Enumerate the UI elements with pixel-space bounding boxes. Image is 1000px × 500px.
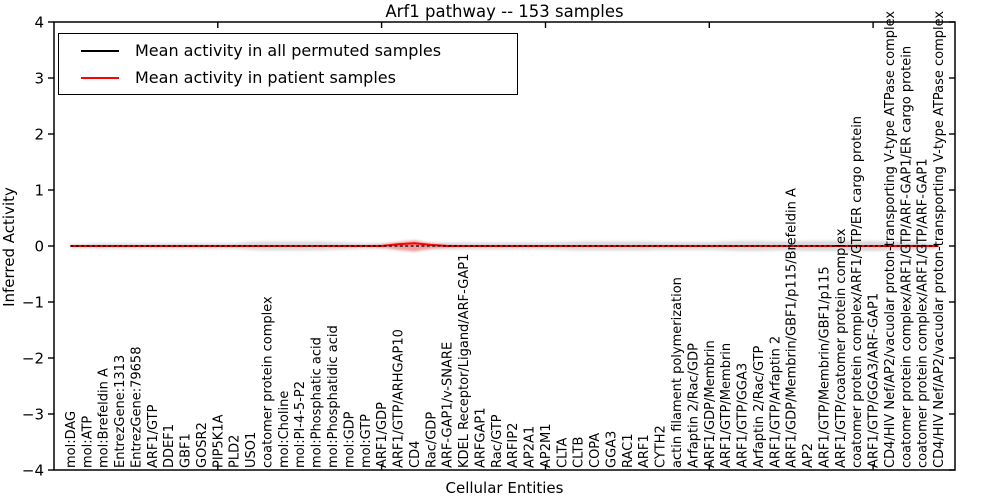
legend	[58, 33, 518, 95]
entity-label: CD4/HIV Nef/AP2/vacuolar proton-transporting V-type ATPase complex	[883, 10, 898, 468]
entity-label: ARF1/GDP/Membrin/GBF1/p115/Brefeldin A	[784, 188, 800, 468]
y-tick-label: 2	[34, 125, 44, 144]
entity-label: AP2	[801, 442, 817, 468]
entity-label: ARF1/GTP/coatomer protein complex	[833, 228, 849, 468]
entity-label: Arfaptin 2/Rac/GDP	[686, 343, 702, 468]
entity-label: coatomer protein complex/ARF1/GTP/ARF-GAP1	[915, 158, 931, 468]
entity-label: mol:PI-4-5-P2	[293, 380, 309, 468]
y-tick-label: 3	[34, 69, 44, 88]
entity-label: ARF1/GDP	[375, 402, 391, 468]
entity-label: CLTA	[555, 437, 571, 468]
entity-label: mol:Choline	[276, 390, 292, 468]
y-tick-label: −2	[21, 349, 44, 368]
entity-label: coatomer protein complex/ARF1/GTP/ARF-GAP1/ER cargo protein	[899, 45, 915, 468]
entity-label: ARF1/GTP/GGA3/ARF-GAP1	[866, 292, 882, 468]
entity-label: KDEL Receptor/Ligand/ARF-GAP1	[457, 253, 472, 468]
entity-label: EntrezGene:1313	[113, 354, 128, 468]
chart-title: Arf1 pathway -- 153 samples	[385, 2, 624, 21]
entity-label: ARF1/GTP/Arfaptin 2	[768, 335, 784, 468]
y-tick-label: 4	[34, 13, 44, 32]
entity-label: mol:GTP	[358, 414, 374, 468]
entity-label: CD4/HIV Nef/AP2/vacuolar proton-transporting V-type ATPase complex	[932, 10, 948, 468]
y-tick-label: −4	[21, 461, 44, 480]
patient-line-swatch	[81, 77, 119, 79]
legend-label-patient: Mean activity in patient samples	[135, 68, 396, 87]
entity-label: PIP5K1A	[211, 414, 227, 468]
entity-label: COPA	[588, 432, 604, 468]
legend-item-permuted	[59, 38, 517, 64]
permuted-line-swatch	[81, 50, 119, 52]
entity-label: CLTB	[571, 436, 587, 468]
entity-label: actin filament polymerization	[670, 277, 685, 468]
entity-label: PLD2	[227, 434, 243, 468]
y-tick-label: 1	[34, 181, 44, 200]
entity-label: mol:Phosphatidic acid	[326, 325, 341, 468]
entity-label: EntrezGene:79658	[129, 346, 145, 468]
entity-label: mol:Phosphatic acid	[309, 337, 325, 468]
entity-label: mol:DAG	[63, 410, 79, 468]
entity-label: DDEF1	[162, 424, 178, 468]
entity-label: Rac/GTP	[489, 414, 505, 468]
entity-label: RAC1	[620, 433, 636, 468]
entity-label: Rac/GDP	[424, 411, 440, 468]
entity-label: mol:ATP	[80, 415, 96, 468]
x-axis-label: Cellular Entities	[445, 479, 564, 497]
y-tick-label: 0	[34, 237, 44, 256]
entity-label: ARF1/GTP/GGA3	[735, 362, 751, 468]
entity-label: ARF-GAP1/v-SNARE	[440, 341, 456, 468]
entity-label: ARF1/GTP	[145, 404, 161, 468]
entity-label: GOSR2	[194, 422, 210, 468]
legend-label-permuted: Mean activity in all permuted samples	[135, 41, 442, 60]
entity-label: ARFIP2	[506, 422, 522, 468]
entity-label: Arfaptin 2/Rac/GTP	[751, 345, 767, 468]
entity-label: ARF1/GTP/Membrin/GBF1/p115	[817, 266, 833, 468]
y-tick-label: −3	[21, 405, 44, 424]
entity-label: ARF1/GTP/Membrin	[719, 342, 735, 468]
entity-label: ARFGAP1	[473, 407, 489, 468]
entity-label: ARF1/GTP/ARHGAP10	[391, 329, 407, 468]
entity-label: mol:GDP	[342, 411, 358, 468]
entity-label: ARF1/GDP/Membrin	[702, 340, 718, 468]
entity-label: coatomer protein complex/ARF1/GTP/ER cargo protein	[850, 115, 866, 468]
entity-label: CYTH2	[653, 425, 669, 468]
entity-label: ARF1	[637, 434, 653, 468]
y-tick-label: −1	[21, 293, 44, 312]
entity-label: mol:Brefeldin A	[96, 368, 112, 468]
legend-item-patient	[59, 65, 517, 91]
entity-label: GGA3	[604, 430, 620, 468]
entity-label: coatomer protein complex	[260, 296, 276, 468]
entity-label: USO1	[244, 431, 260, 468]
entity-label: AP2M1	[539, 423, 554, 468]
entity-label: AP2A1	[522, 425, 538, 468]
y-axis-label: Inferred Activity	[0, 187, 18, 307]
entity-label: CD4	[407, 440, 423, 468]
entity-label: GBF1	[178, 433, 194, 468]
